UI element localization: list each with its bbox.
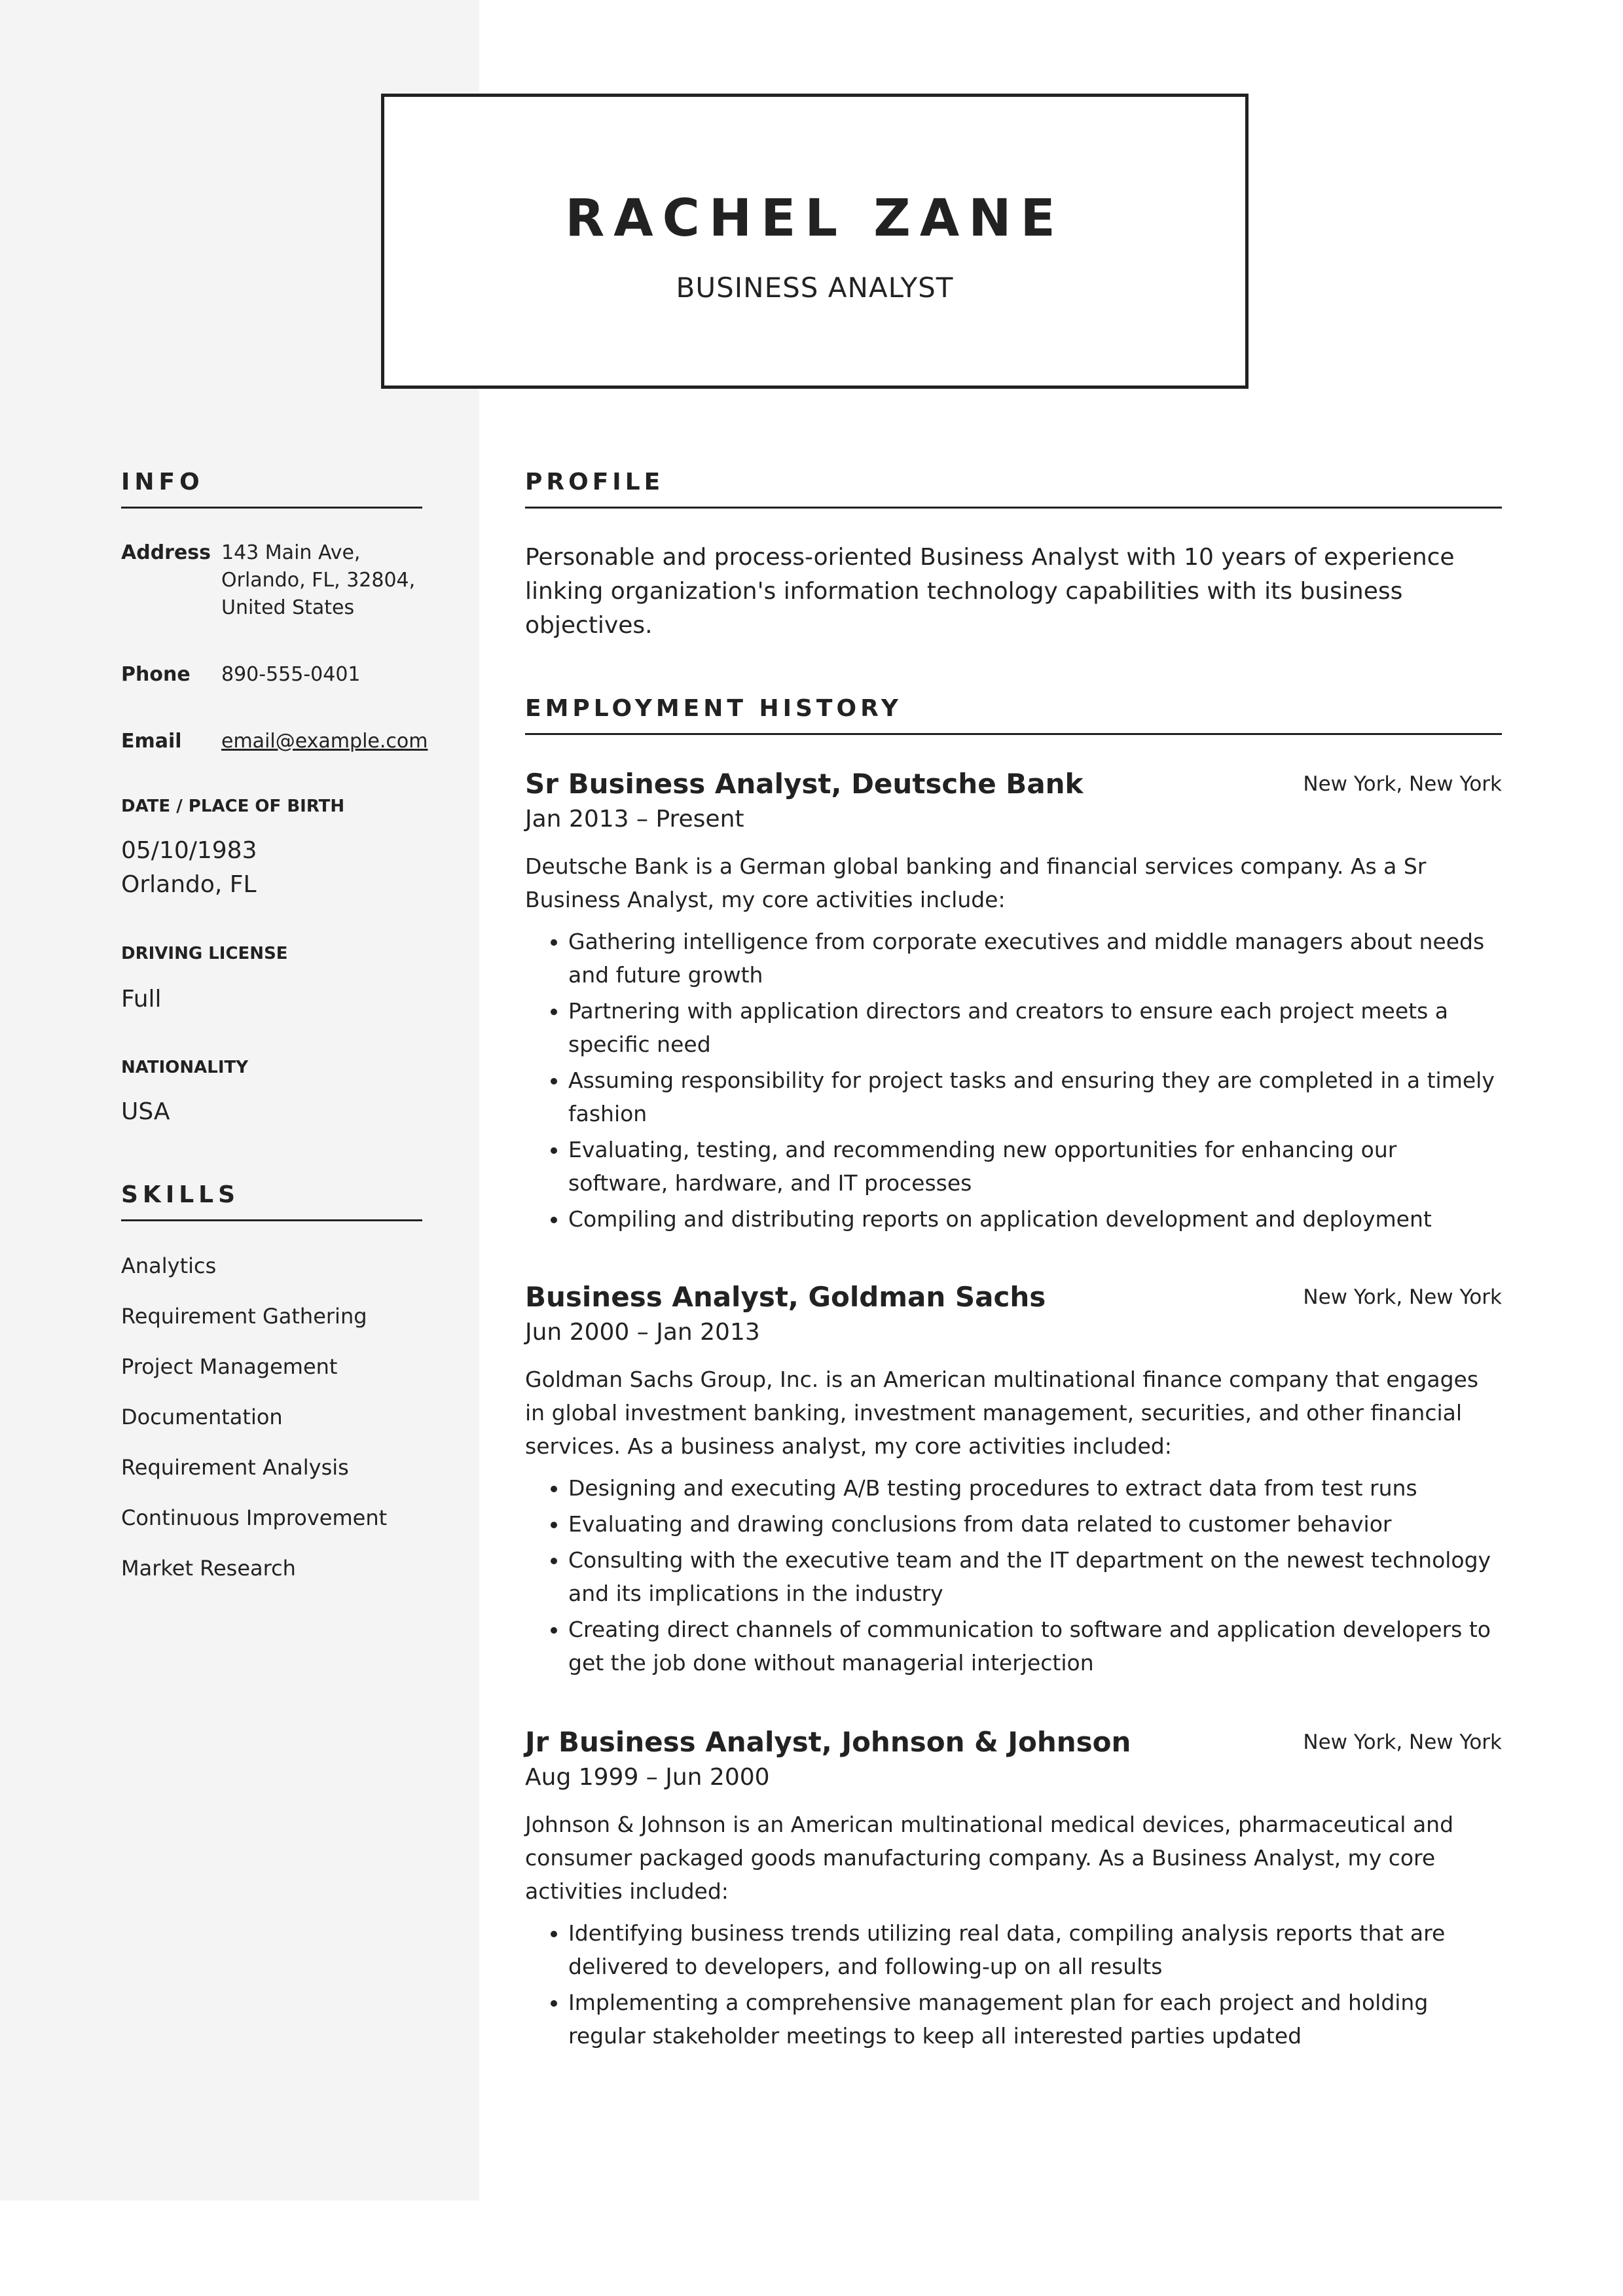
skill-item: Analytics [121, 1253, 217, 1278]
skill-item: Market Research [121, 1556, 296, 1581]
job-location: New York, New York [1303, 772, 1502, 796]
job-bullet: • Assuming responsibility for project tasks and ensuring they are completed in a timely fashion [568, 1064, 1502, 1130]
license-label: DRIVING LICENSE [121, 944, 288, 963]
skills-heading: SKILLS [121, 1179, 422, 1221]
job-entry [525, 1724, 1502, 2055]
nationality-value: USA [121, 1098, 170, 1125]
license-value: Full [121, 986, 162, 1013]
birth-date: 05/10/1983 [121, 837, 257, 864]
profile-heading: PROFILE [525, 466, 1502, 509]
phone-value: 890-555-0401 [221, 663, 361, 686]
job-bullet: • Partnering with application directors and creators to ensure each project meets a specific need [568, 994, 1502, 1061]
job-bullet: • Implementing a comprehensive management plan for each project and holding regular stakeholder meetings to keep all interested parties updated [568, 1986, 1502, 2053]
job-location: New York, New York [1303, 1285, 1502, 1309]
email-link[interactable]: email@example.com [221, 730, 428, 753]
profile-text: Personable and process-oriented Business Analyst with 10 years of experience linking organization's information technology capabilities with its business objectives. [525, 544, 1455, 639]
phone-label: Phone [121, 663, 191, 686]
job-description: Johnson & Johnson is an American multinational medical devices, pharmaceutical and consumer packaged goods manufacturing company. As a Business Analyst, my core activities included: [525, 1812, 1454, 1904]
skill-item: Continuous Improvement [121, 1505, 388, 1530]
job-dates: Aug 1999 – Jun 2000 [525, 1764, 770, 1791]
job-description: Deutsche Bank is a German global banking and financial services company. As a Sr Business Analyst, my core activities include: [525, 853, 1427, 912]
address-label: Address [121, 541, 211, 564]
job-bullets [525, 1916, 1502, 2053]
job-title: Business Analyst, Goldman Sachs [525, 1281, 1046, 1313]
address-value [221, 539, 464, 622]
address-line: United States [221, 596, 355, 619]
name-header-box [381, 94, 1249, 389]
skill-item: Project Management [121, 1354, 338, 1379]
job-title: Sr Business Analyst, Deutsche Bank [525, 768, 1084, 800]
email-label: Email [121, 730, 182, 753]
job-bullet: • Evaluating and drawing conclusions from data related to customer behavior [568, 1507, 1502, 1541]
address-line: 143 Main Ave, [221, 541, 361, 564]
job-bullets [525, 1471, 1502, 1679]
candidate-title: BUSINESS ANALYST [676, 272, 954, 304]
job-description: Goldman Sachs Group, Inc. is an American multinational finance company that engages in global investment banking, investment management, securities, and other financial services. As a business analyst, my core activities included: [525, 1367, 1479, 1459]
job-location: New York, New York [1303, 1731, 1502, 1754]
info-heading: INFO [121, 466, 422, 509]
skill-item: Requirement Gathering [121, 1304, 367, 1329]
employment-heading: EMPLOYMENT HISTORY [525, 692, 1502, 735]
job-entry [525, 1279, 1502, 1682]
job-bullet: • Compiling and distributing reports on application development and deployment [568, 1202, 1502, 1236]
job-bullet: • Identifying business trends utilizing real data, compiling analysis reports that are delivered to developers, and following-up on all results [568, 1916, 1502, 1983]
candidate-name: RACHEL ZANE [565, 189, 1065, 248]
birth-place: Orlando, FL [121, 871, 257, 898]
job-bullet: • Creating direct channels of communication to software and application developers to get the job done without managerial interjection [568, 1613, 1502, 1679]
job-title: Jr Business Analyst, Johnson & Johnson [525, 1726, 1131, 1758]
job-bullet: • Designing and executing A/B testing procedures to extract data from test runs [568, 1471, 1502, 1505]
skill-item: Documentation [121, 1405, 283, 1429]
job-bullet: • Consulting with the executive team and the IT department on the newest technology and its implications in the industry [568, 1543, 1502, 1610]
job-bullet: • Evaluating, testing, and recommending new opportunities for enhancing our software, hardware, and IT processes [568, 1133, 1502, 1200]
nationality-label: NATIONALITY [121, 1058, 249, 1077]
job-dates: Jan 2013 – Present [525, 806, 744, 833]
address-line: Orlando, FL, 32804, [221, 569, 416, 592]
skill-item: Requirement Analysis [121, 1455, 349, 1480]
job-dates: Jun 2000 – Jan 2013 [525, 1319, 760, 1346]
job-entry [525, 766, 1502, 1238]
birth-label: DATE / PLACE OF BIRTH [121, 797, 345, 816]
job-bullets [525, 925, 1502, 1236]
job-bullet: • Gathering intelligence from corporate executives and middle managers about needs and future growth [568, 925, 1502, 992]
